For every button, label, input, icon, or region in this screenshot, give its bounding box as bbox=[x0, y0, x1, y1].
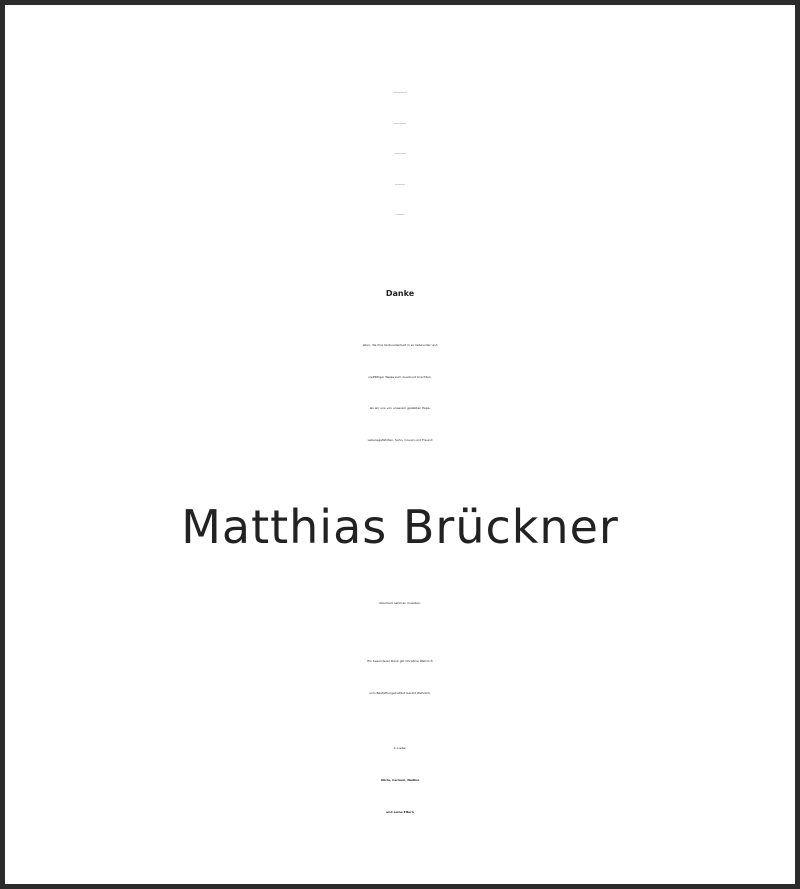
thanks-line: vielfältiger Weise zum Ausdruck brachten, bbox=[368, 374, 432, 379]
poem-line bbox=[5, 109, 795, 140]
special-thanks-line: vom Bestattungsinstitut Gerald Wahrlich. bbox=[369, 691, 431, 695]
deceased-name: Matthias Brückner bbox=[181, 500, 619, 554]
signers bbox=[5, 764, 795, 828]
closing-label: In Liebe: bbox=[393, 746, 407, 750]
poem-line bbox=[5, 139, 795, 170]
special-thanks-line: Ein besonderer Dank gilt Christine Wahrlich bbox=[367, 659, 433, 663]
thanks-heading: Danke bbox=[385, 289, 415, 298]
poem-line bbox=[5, 78, 795, 109]
signer-line: Alicia, Carmen, Nadine bbox=[380, 778, 420, 782]
thanks-text bbox=[5, 330, 795, 456]
poem-line bbox=[5, 200, 795, 231]
thanks-line: als wir uns von unserem geliebten Papa, bbox=[369, 406, 431, 410]
thanks-line: Lebensgefährten, Sohn, Cousin und Freund bbox=[367, 437, 433, 442]
farewell-text: Abschied nehmen mussten. bbox=[379, 601, 421, 605]
signer-line: und seine Eltern bbox=[386, 810, 414, 814]
poem-line bbox=[5, 170, 795, 201]
thanks-line: allen, die ihre Verbundenheit in so liebevoller und bbox=[362, 343, 438, 347]
special-thanks bbox=[5, 645, 795, 709]
memorial-poem bbox=[5, 78, 795, 231]
